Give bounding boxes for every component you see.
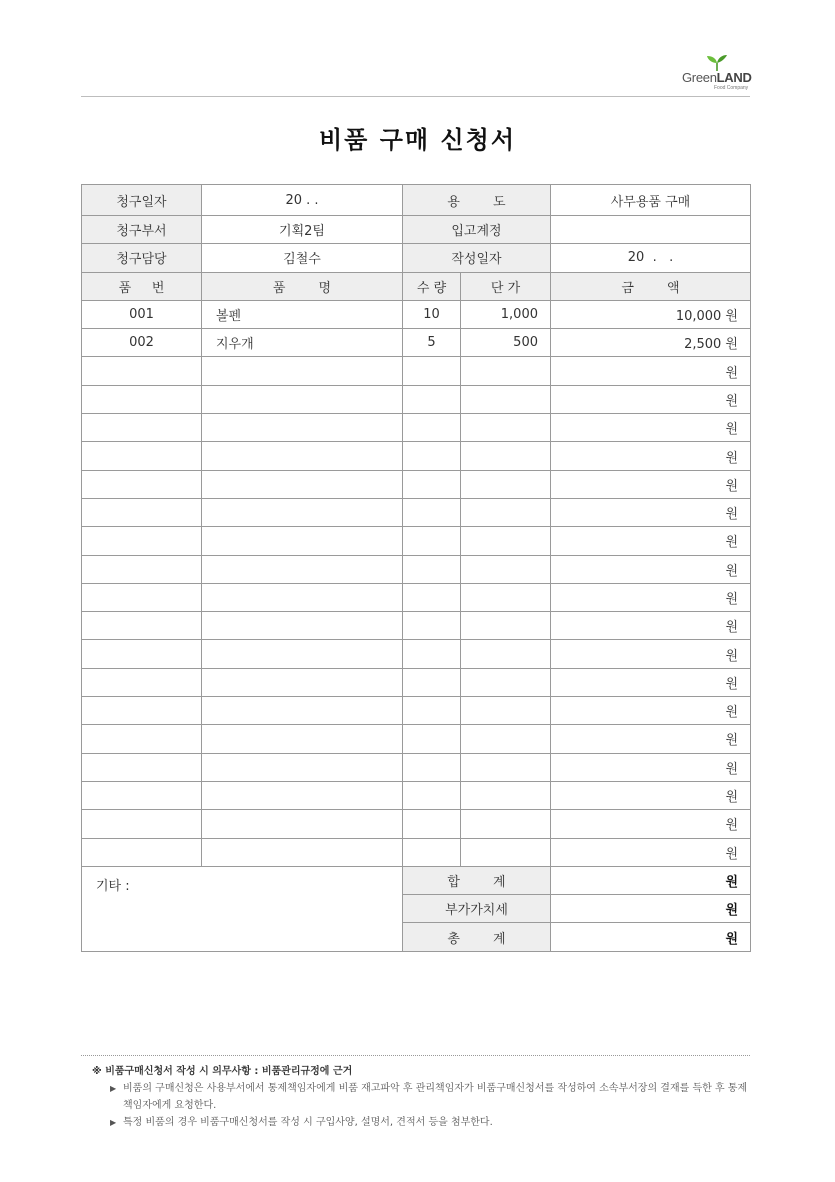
info-row: [82, 244, 751, 272]
qty-cell[interactable]: [403, 555, 461, 583]
item-no-cell[interactable]: [82, 414, 202, 442]
item-name-cell[interactable]: [202, 357, 403, 385]
item-row: [82, 555, 751, 583]
item-row: [82, 612, 751, 640]
column-header-row: [82, 272, 751, 300]
qty-cell[interactable]: [403, 470, 461, 498]
unit-price-cell[interactable]: [461, 668, 551, 696]
subtotal-value[interactable]: 원: [551, 866, 751, 894]
amount-cell[interactable]: 2,500 원: [551, 329, 751, 357]
unit-price-cell[interactable]: 1,000: [461, 300, 551, 328]
item-row: [82, 442, 751, 470]
request-date-label: 청구일자: [82, 185, 202, 216]
item-name-cell[interactable]: [202, 498, 403, 526]
item-no-cell[interactable]: [82, 555, 202, 583]
item-no-cell[interactable]: [82, 668, 202, 696]
amount-cell[interactable]: 원: [551, 697, 751, 725]
item-no-cell[interactable]: 001: [82, 300, 202, 328]
item-row: [82, 697, 751, 725]
item-no-cell[interactable]: [82, 640, 202, 668]
qty-cell[interactable]: 10: [403, 300, 461, 328]
item-name-cell[interactable]: [202, 838, 403, 866]
item-name-cell[interactable]: [202, 385, 403, 413]
item-row: [82, 781, 751, 809]
item-name-cell[interactable]: [202, 810, 403, 838]
qty-cell[interactable]: [403, 583, 461, 611]
item-name-cell[interactable]: [202, 612, 403, 640]
amount-cell[interactable]: 원: [551, 414, 751, 442]
unit-price-cell[interactable]: [461, 498, 551, 526]
item-no-cell[interactable]: [82, 385, 202, 413]
amount-cell[interactable]: 원: [551, 555, 751, 583]
qty-cell[interactable]: [403, 753, 461, 781]
item-name-cell[interactable]: [202, 442, 403, 470]
item-no-cell[interactable]: [82, 753, 202, 781]
item-no-cell[interactable]: [82, 442, 202, 470]
item-row: [82, 725, 751, 753]
total-value[interactable]: 원: [551, 923, 751, 951]
item-name-cell[interactable]: [202, 753, 403, 781]
bullet-arrow-icon: ▶: [110, 1084, 117, 1093]
amount-cell[interactable]: 원: [551, 640, 751, 668]
request-date-field[interactable]: 20 . .: [202, 185, 403, 216]
unit-price-cell[interactable]: [461, 697, 551, 725]
item-row: [82, 470, 751, 498]
item-row: [82, 810, 751, 838]
memo-field[interactable]: [82, 866, 403, 951]
item-name-cell[interactable]: 볼펜: [202, 300, 403, 328]
qty-cell[interactable]: [403, 442, 461, 470]
qty-cell[interactable]: [403, 640, 461, 668]
amount-cell[interactable]: 원: [551, 385, 751, 413]
note-item: [92, 1080, 752, 1114]
item-name-cell[interactable]: 지우개: [202, 329, 403, 357]
item-row: [82, 385, 751, 413]
item-name-cell[interactable]: [202, 668, 403, 696]
account-field[interactable]: [551, 216, 751, 244]
qty-cell[interactable]: [403, 612, 461, 640]
unit-price-cell[interactable]: [461, 385, 551, 413]
company-logo: [680, 55, 760, 95]
item-row: [82, 583, 751, 611]
amount-cell[interactable]: 원: [551, 725, 751, 753]
item-row: [82, 753, 751, 781]
amount-cell[interactable]: 원: [551, 583, 751, 611]
note-text: 비품의 구매신청은 사용부서에서 통제책임자에게 비품 재고파악 후 관리책임자가 비품구매신청서를 작성하여 소속부서장의 결재를 득한 후 통제책임자에게 요청한다.: [123, 1083, 748, 1111]
dept-field[interactable]: 기획2팀: [202, 216, 403, 244]
page-title: 비품 구매 신청서: [319, 126, 516, 154]
item-no-cell[interactable]: [82, 781, 202, 809]
sprout-icon: [702, 55, 732, 71]
item-name-cell[interactable]: [202, 527, 403, 555]
unit-price-cell[interactable]: [461, 640, 551, 668]
amount-cell[interactable]: 원: [551, 753, 751, 781]
qty-cell[interactable]: [403, 668, 461, 696]
qty-cell[interactable]: [403, 385, 461, 413]
amount-cell[interactable]: 원: [551, 527, 751, 555]
item-row: [82, 414, 751, 442]
manager-label: 청구담당: [82, 244, 202, 272]
item-name-cell[interactable]: [202, 470, 403, 498]
item-row: [82, 300, 751, 328]
amount-cell[interactable]: 원: [551, 470, 751, 498]
item-no-cell[interactable]: [82, 838, 202, 866]
amount-cell[interactable]: 원: [551, 498, 751, 526]
unit-price-cell[interactable]: [461, 725, 551, 753]
item-row: [82, 498, 751, 526]
col-header-item-name: 품 명: [202, 272, 403, 300]
dept-label: 청구부서: [82, 216, 202, 244]
qty-cell[interactable]: [403, 697, 461, 725]
unit-price-cell[interactable]: [461, 810, 551, 838]
vat-value[interactable]: 원: [551, 895, 751, 923]
item-no-cell[interactable]: [82, 810, 202, 838]
item-row: [82, 838, 751, 866]
logo-subtitle: Food Company: [714, 85, 749, 91]
col-header-item-no: 품 번: [82, 272, 202, 300]
qty-cell[interactable]: [403, 498, 461, 526]
unit-price-cell[interactable]: [461, 555, 551, 583]
item-name-cell[interactable]: [202, 640, 403, 668]
item-no-cell[interactable]: [82, 612, 202, 640]
amount-cell[interactable]: 원: [551, 838, 751, 866]
unit-price-cell[interactable]: [461, 583, 551, 611]
note-item: [92, 1114, 752, 1131]
amount-cell[interactable]: 10,000 원: [551, 300, 751, 328]
unit-price-cell[interactable]: [461, 838, 551, 866]
qty-cell[interactable]: [403, 357, 461, 385]
manager-field[interactable]: 김철수: [202, 244, 403, 272]
item-no-cell[interactable]: [82, 357, 202, 385]
unit-price-cell[interactable]: [461, 753, 551, 781]
item-row: [82, 640, 751, 668]
item-no-cell[interactable]: [82, 725, 202, 753]
purpose-label: 용 도: [403, 185, 551, 216]
logo-wordmark: GreenLAND: [682, 70, 752, 85]
subtotal-label: 합 계: [403, 866, 551, 894]
written-date-label: 작성일자: [403, 244, 551, 272]
unit-price-cell[interactable]: [461, 442, 551, 470]
notes-heading: ※ 비품구매신청서 작성 시 의무사항 : 비품관리규정에 근거: [92, 1066, 353, 1077]
item-row: [82, 527, 751, 555]
item-name-cell[interactable]: [202, 781, 403, 809]
notes-section: [92, 1063, 752, 1131]
amount-cell[interactable]: 원: [551, 612, 751, 640]
memo-label: 기타 :: [96, 878, 130, 894]
qty-cell[interactable]: 5: [403, 329, 461, 357]
qty-cell[interactable]: [403, 725, 461, 753]
bullet-arrow-icon: ▶: [110, 1118, 117, 1127]
col-header-amount: 금 액: [551, 272, 751, 300]
unit-price-cell[interactable]: [461, 357, 551, 385]
item-row: [82, 668, 751, 696]
item-name-cell[interactable]: [202, 583, 403, 611]
unit-price-cell[interactable]: [461, 527, 551, 555]
purpose-field[interactable]: 사무용품 구매: [551, 185, 751, 216]
subtotal-row: [82, 866, 751, 894]
unit-price-cell[interactable]: [461, 612, 551, 640]
qty-cell[interactable]: [403, 810, 461, 838]
item-no-cell[interactable]: 002: [82, 329, 202, 357]
amount-cell[interactable]: 원: [551, 357, 751, 385]
item-no-cell[interactable]: [82, 498, 202, 526]
unit-price-cell[interactable]: [461, 414, 551, 442]
total-label: 총 계: [403, 923, 551, 951]
unit-price-cell[interactable]: [461, 470, 551, 498]
qty-cell[interactable]: [403, 414, 461, 442]
account-label: 입고계정: [403, 216, 551, 244]
qty-cell[interactable]: [403, 781, 461, 809]
item-row: [82, 357, 751, 385]
note-text: 특정 비품의 경우 비품구매신청서를 작성 시 구입사양, 설명서, 견적서 등을 첨부한다.: [123, 1117, 493, 1128]
item-no-cell[interactable]: [82, 697, 202, 725]
amount-cell[interactable]: 원: [551, 810, 751, 838]
amount-cell[interactable]: 원: [551, 781, 751, 809]
info-row: [82, 185, 751, 216]
qty-cell[interactable]: [403, 838, 461, 866]
vat-label: 부가가치세: [403, 895, 551, 923]
amount-cell[interactable]: 원: [551, 668, 751, 696]
notes-divider: [81, 1055, 750, 1056]
item-no-cell[interactable]: [82, 583, 202, 611]
purchase-request-table: [81, 184, 751, 952]
col-header-qty: 수 량: [403, 272, 461, 300]
header-divider: [81, 96, 750, 97]
info-row: [82, 216, 751, 244]
unit-price-cell[interactable]: 500: [461, 329, 551, 357]
written-date-field[interactable]: 20 . .: [551, 244, 751, 272]
item-name-cell[interactable]: [202, 697, 403, 725]
unit-price-cell[interactable]: [461, 781, 551, 809]
item-name-cell[interactable]: [202, 725, 403, 753]
item-no-cell[interactable]: [82, 527, 202, 555]
item-no-cell[interactable]: [82, 470, 202, 498]
qty-cell[interactable]: [403, 527, 461, 555]
item-name-cell[interactable]: [202, 555, 403, 583]
item-row: [82, 329, 751, 357]
item-name-cell[interactable]: [202, 414, 403, 442]
col-header-unit-price: 단 가: [461, 272, 551, 300]
amount-cell[interactable]: 원: [551, 442, 751, 470]
